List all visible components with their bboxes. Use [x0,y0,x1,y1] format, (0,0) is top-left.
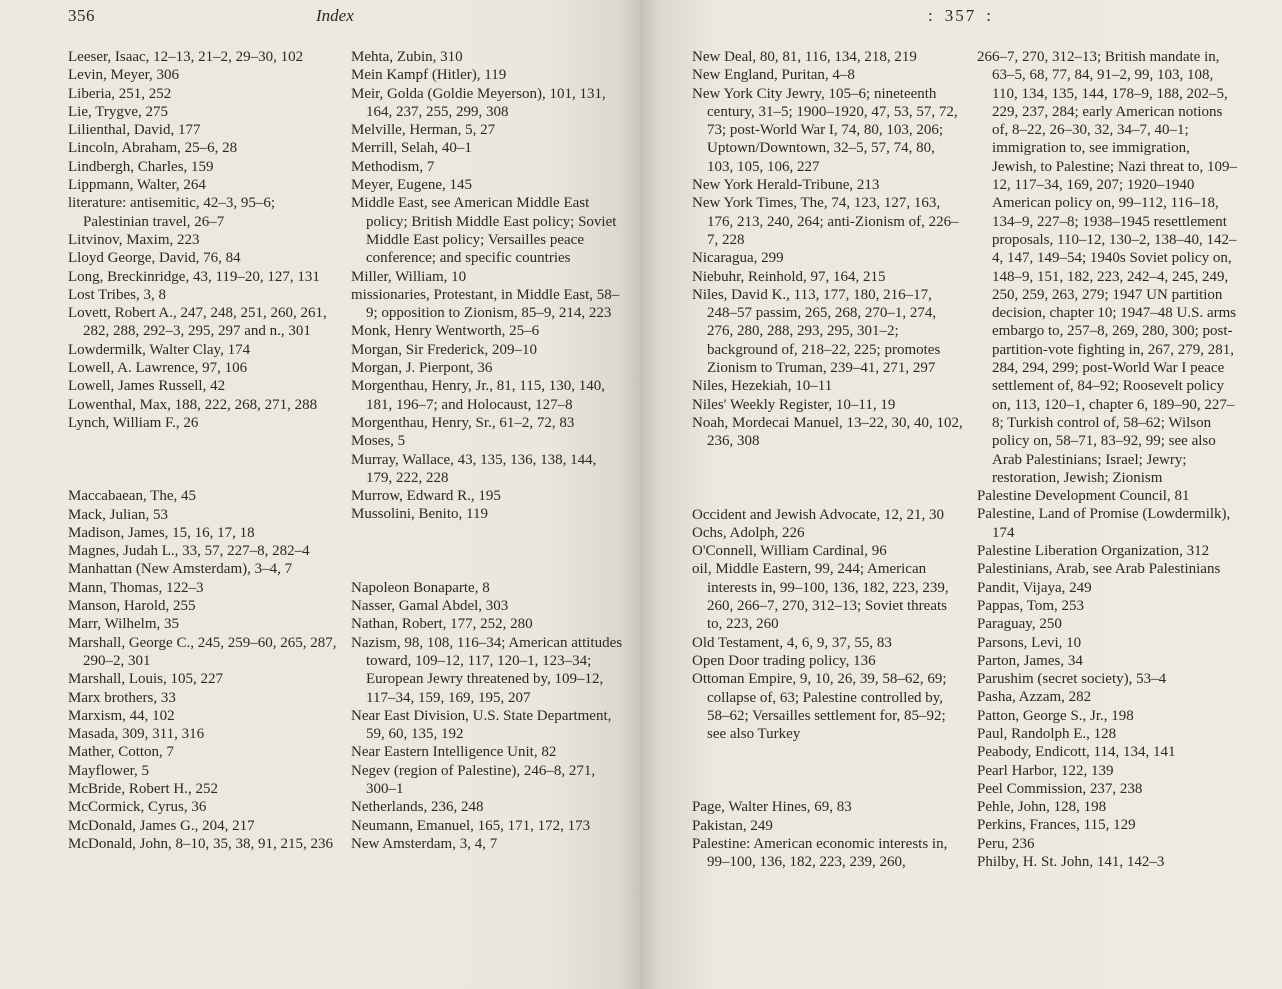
index-entry: Old Testament, 4, 6, 9, 37, 55, 83 [692,634,892,651]
index-entry: Niles, David K., 113, 177, 180, 216–17, 248–57 passim, 265, 268, 270–1, 274, 276, 280, 288, 293, 295, 301–2; background of, 218–22, 225; promotes Zionism to Truman, 239–41, 271, 297 [692,286,941,377]
running-head: Index [316,6,354,25]
index-entry: Niebuhr, Reinhold, 97, 164, 215 [692,268,886,285]
index-entry: Palestine Development Council, 81 [977,488,1190,505]
index-entry: Pakistan, 249 [692,817,773,834]
index-entry: Lynch, William F., 26 [68,414,199,431]
index-entry: Pearl Harbor, 122, 139 [977,762,1114,779]
index-entry: Lilienthal, David, 177 [68,122,201,139]
index-entry: Noah, Mordecai Manuel, 13–22, 30, 40, 102, 236, 308 [692,414,963,450]
index-entry: Lovett, Robert A., 247, 248, 251, 260, 261, 282, 288, 292–3, 295, 297 and n., 301 [68,305,327,340]
index-entry: Neumann, Emanuel, 165, 171, 172, 173 [351,817,591,834]
index-entry: Near Eastern Intelligence Unit, 82 [351,744,557,761]
index-entry: Mann, Thomas, 122–3 [68,579,204,596]
index-entry: Magnes, Judah L., 33, 57, 227–8, 282–4 [68,543,310,560]
index-entry: Lost Tribes, 3, 8 [68,286,166,303]
index-entry: Pandit, Vijaya, 249 [977,579,1092,596]
index-entry: Miller, William, 10 [351,268,467,285]
index-entry: Lie, Trygve, 275 [68,103,169,120]
index-entry: Pehle, John, 128, 198 [977,799,1107,816]
index-entry: Meir, Golda (Goldie Meyerson), 101, 131, 164, 237, 255, 299, 308 [351,85,606,120]
index-entry: Mather, Cotton, 7 [68,744,175,761]
index-entry: Nazism, 98, 108, 116–34; American attitudes toward, 109–12, 117, 120–1, 123–34; European Jewry threatened by, 109–12, 117–34, 159, 169, 195, 207 [351,634,623,706]
index-entry: Maccabaean, The, 45 [68,488,196,505]
right-page [640,0,1282,989]
index-entry: Open Door trading policy, 136 [692,652,876,669]
index-entry: New England, Puritan, 4–8 [692,67,855,84]
index-entry: Netherlands, 236, 248 [351,799,484,816]
right-header [928,6,993,26]
index-entry: Parton, James, 34 [977,652,1083,669]
letter-group-gap [692,451,964,506]
index-entry: Marshall, George C., 245, 259–60, 265, 287, 290–2, 301 [68,634,337,669]
index-entry: Paul, Randolph E., 128 [977,725,1117,742]
index-entry: Near East Division, U.S. State Department, 59, 60, 135, 192 [351,707,612,743]
index-entry: McBride, Robert H., 252 [68,780,218,797]
index-entry: Leeser, Isaac, 12–13, 21–2, 29–30, 102 [68,49,304,65]
index-entry: Philby, H. St. John, 141, 142–3 [977,854,1165,871]
index-entry: Perkins, Frances, 115, 129 [977,817,1136,834]
index-entry: Lloyd George, David, 76, 84 [68,250,241,267]
index-entry: Lippmann, Walter, 264 [68,177,206,194]
index-entry: Merrill, Selah, 40–1 [351,140,472,157]
index-entry: Parushim (secret society), 53–4 [977,671,1167,688]
header-mark: : [928,6,935,25]
left-page [0,0,640,989]
index-entry: Mussolini, Benito, 119 [351,506,488,523]
index-entry: Pasha, Azzam, 282 [977,689,1092,706]
index-entry: Litvinov, Maxim, 223 [68,231,200,248]
index-entry: Niles' Weekly Register, 10–11, 19 [692,396,896,413]
index-entry: Napoleon Bonaparte, 8 [351,579,490,596]
index-entry: Peabody, Endicott, 114, 134, 141 [977,744,1176,761]
index-entry: Morgenthau, Henry, Jr., 81, 115, 130, 140, 181, 196–7; and Holocaust, 127–8 [351,378,606,413]
index-entry: Nicaragua, 299 [692,250,784,267]
letter-group-gap [692,743,964,798]
index-entry: Page, Walter Hines, 69, 83 [692,799,852,816]
index-entry: New Deal, 80, 81, 116, 134, 218, 219 [692,49,917,65]
index-entry: Long, Breckinridge, 43, 119–20, 127, 131 [68,268,320,285]
index-entry: Monk, Henry Wentworth, 25–6 [351,323,540,340]
index-entry: Palestine Liberation Organization, 312 [977,543,1210,560]
index-entry: Pappas, Tom, 253 [977,597,1085,614]
index-entry: Ottoman Empire, 9, 10, 26, 39, 58–62, 69; collapse of, 63; Palestine controlled by, 58–62; Versailles settlement for, 85–92; see also Turkey [692,671,947,743]
index-entry: Paraguay, 250 [977,616,1062,633]
index-entry: Moses, 5 [351,433,406,450]
index-entry: Lowell, James Russell, 42 [68,378,226,395]
index-entry: Lowdermilk, Walter Clay, 174 [68,341,251,358]
index-entry: Nasser, Gamal Abdel, 303 [351,598,509,615]
index-entry: Marxism, 44, 102 [68,707,175,724]
index-entry: Peru, 236 [977,835,1035,852]
index-entry: New Amsterdam, 3, 4, 7 [351,835,498,852]
index-entry: McDonald, James G., 204, 217 [68,817,255,834]
index-column-4 [977,48,1237,871]
index-entry: Negev (region of Palestine), 246–8, 271, 300–1 [351,762,596,797]
index-entry: Meyer, Eugene, 145 [351,177,473,194]
index-entry: New York City Jewry, 105–6; nineteenth century, 31–5; 1900–1920, 47, 53, 57, 72, 73; post-World War I, 74, 80, 103, 206; Uptown/Downtown, 32–5, 57, 74, 80, 103, 105, 106, 227 [692,85,958,175]
index-entry: Middle East, see American Middle East policy; British Middle East policy; Soviet Middle East policy; Versailles peace conference; and specific countries [351,195,617,267]
index-entry: Liberia, 251, 252 [68,85,172,102]
page-number-left: 356 [68,6,95,25]
index-entry: Madison, James, 15, 16, 17, 18 [68,524,255,541]
index-entry: Manson, Harold, 255 [68,598,196,615]
index-entry: McDonald, John, 8–10, 35, 38, 91, 215, 236 [68,835,333,852]
index-entry: Palestinians, Arab, see Arab Palestinians [977,561,1221,578]
index-entry: Ochs, Adolph, 226 [692,524,805,541]
header-mark: : [986,6,993,25]
index-entry: Methodism, 7 [351,158,435,175]
index-entry: Morgan, J. Pierpont, 36 [351,360,493,377]
index-entry: Patton, George S., Jr., 198 [977,707,1134,724]
index-entry: Nathan, Robert, 177, 252, 280 [351,616,533,633]
index-entry: Marx brothers, 33 [68,689,176,706]
index-entry: literature: antisemitic, 42–3, 95–6; Palestinian travel, 26–7 [68,195,276,230]
letter-group-gap [351,524,623,579]
index-entry: Mayflower, 5 [68,762,150,779]
index-column-3 [692,48,964,872]
index-entry: Lowell, A. Lawrence, 97, 106 [68,360,248,377]
index-column-1 [68,48,340,853]
index-entry: oil, Middle Eastern, 99, 244; American interests in, 99–100, 136, 182, 223, 239, 260, 266–7, 270, 312–13; Soviet threats to, 223, 260 [692,561,949,633]
index-entry: Peel Commission, 237, 238 [977,780,1143,797]
index-entry: Masada, 309, 311, 316 [68,726,205,743]
index-entry: Mehta, Zubin, 310 [351,49,463,65]
index-entry: Morgan, Sir Frederick, 209–10 [351,341,537,358]
index-entry: Mein Kampf (Hitler), 119 [351,67,507,84]
index-entry: missionaries, Protestant, in Middle East, 58–9; opposition to Zionism, 85–9, 214, 223 [351,286,620,322]
index-entry: O'Connell, William Cardinal, 96 [692,543,887,560]
letter-group-gap [68,432,340,487]
index-entry: Palestine: American economic interests in, 99–100, 136, 182, 223, 239, 260, [692,835,948,871]
index-entry: Lincoln, Abraham, 25–6, 28 [68,140,238,157]
index-entry: New York Herald-Tribune, 213 [692,177,880,194]
index-entry: Morgenthau, Henry, Sr., 61–2, 72, 83 [351,414,575,431]
index-entry: Lindbergh, Charles, 159 [68,158,214,175]
index-entry: Parsons, Levi, 10 [977,634,1082,651]
index-entry: Occident and Jewish Advocate, 12, 21, 30 [692,506,945,523]
page-number-right: 357 [944,6,977,25]
index-entry: Manhattan (New Amsterdam), 3–4, 7 [68,561,293,578]
index-entry: Marshall, Louis, 105, 227 [68,671,223,688]
index-entry: Murrow, Edward R., 195 [351,488,501,505]
index-entry: Marr, Wilhelm, 35 [68,616,179,633]
index-entry: Melville, Herman, 5, 27 [351,122,496,139]
index-entry: Lowenthal, Max, 188, 222, 268, 271, 288 [68,396,318,413]
index-entry: Mack, Julian, 53 [68,506,168,523]
index-entry: Murray, Wallace, 43, 135, 136, 138, 144, 179, 222, 228 [351,451,597,486]
index-entry: McCormick, Cyrus, 36 [68,799,207,816]
index-entry: Palestine, Land of Promise (Lowdermilk), 174 [977,506,1231,541]
index-entry: New York Times, The, 74, 123, 127, 163, 176, 213, 240, 264; anti-Zionism of, 226–7, 228 [692,195,959,248]
index-column-2 [351,48,623,853]
index-entry: 266–7, 270, 312–13; British mandate in, 63–5, 68, 77, 84, 91–2, 99, 103, 108, 110, 134, 135, 144, 178–9, 188, 202–5, 229, 237, 284; early American notions of, 8–22, 26–30, 32, 34–7, 40–1; immigration to, see immigration, Jewish, to Palestine; Nazi threat to, 109–12, 117–34, 169, 207; 1920–1940 American policy on, 99–112, 116–18, 134–9, 227–8; 1938–1945 resettlement proposals, 110–12, 130–2, 138–40, 142–4, 147, 149–54; 1940s Soviet policy on, 148–9, 151, 182, 223, 242–4, 245, 249, 250, 259, 263, 279; 1947 UN partition decision, chapter 10; 1947–48 U.S. arms embargo to, 257–8, 269, 280, 300; post-partition-vote fighting in, 267, 279, 281, 284, 294, 299; post-World War I peace settlement of, 84–92; Roosevelt policy on, 113, 120–1, chapter 6, 189–90, 227–8; Turkish control of, 58–62; Wilson policy on, 58–71, 83–92, 99; see also Arab Palestinians; Israel; Jewry; restoration, Jewish; Zionism [977,49,1237,486]
index-entry: Niles, Hezekiah, 10–11 [692,378,833,395]
index-entry: Levin, Meyer, 306 [68,67,180,84]
